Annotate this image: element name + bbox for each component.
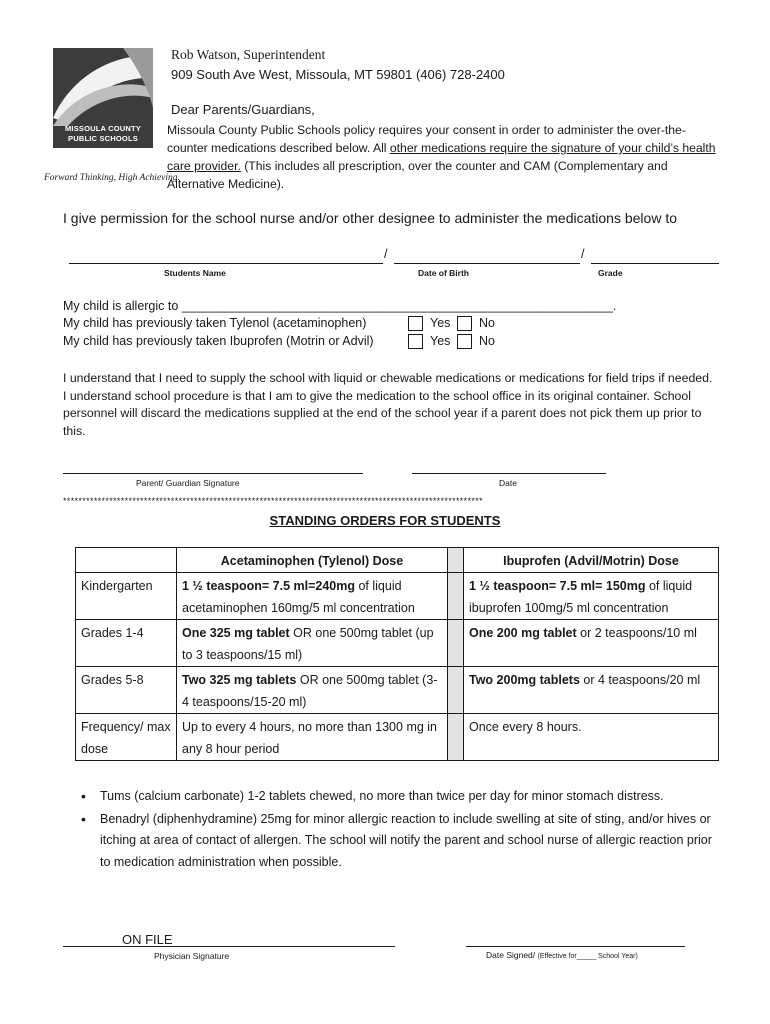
tylenol-no-checkbox[interactable] (457, 316, 472, 331)
understanding-paragraph: I understand that I need to supply the school with liquid or chewable medications or medications for field trips if needed. I understand school procedure is that I am to give the medication to the school office in its original container. School personnel will discard the medications supplied at the end of the school year if a parent does not pick them up prior to this. (63, 371, 713, 438)
table-row (76, 667, 719, 714)
standing-orders-title (0, 513, 770, 528)
standing-orders-table (75, 547, 719, 761)
date-signed-label: Date Signed/ (486, 950, 536, 960)
dose-text: or 4 teaspoons/20 ml (579, 673, 701, 687)
section-divider: ************************************************************************************************************* (63, 496, 483, 506)
table-gap (448, 573, 464, 620)
intro-text-end: (This includes all prescription, over the counter and CAM (Complementary and Alternative Medicine). (167, 159, 668, 191)
row-label: Kindergarten (76, 573, 177, 620)
district-address: 909 South Ave West, Missoula, MT 59801 (406) 728-2400 (171, 67, 505, 82)
ibuprofen-yes-checkbox[interactable] (408, 334, 423, 349)
grade-label: Grade (598, 268, 623, 278)
dose-text: of liquid ibuprofen 100mg/5 ml concentration (469, 579, 693, 615)
dose-text: Up to every 4 hours, no more than 1300 mg in any 8 hour period (182, 720, 438, 756)
tylenol-yes-label: Yes (430, 316, 451, 330)
intro-text-start: Missoula County Public Schools policy requires your consent in order to administer the over-the-counter medications described below. All (167, 123, 686, 155)
ibuprofen-dose (464, 573, 719, 620)
ibuprofen-question: My child has previously taken Ibuprofen (Motrin or Advil) (63, 334, 374, 348)
ibuprofen-no-checkbox[interactable] (457, 334, 472, 349)
student-name-field[interactable] (69, 248, 383, 264)
row-label: Grades 1-4 (76, 620, 177, 667)
list-item: • Tums (calcium carbonate) 1-2 tablets chewed, no more than twice per day for minor stomach distress. (100, 786, 720, 808)
effective-note: (Effective for_____ School Year) (537, 953, 638, 960)
dose-bold: One 200 mg tablet (469, 626, 577, 640)
row-label: Grades 5-8 (76, 667, 177, 714)
table-header-row (76, 548, 719, 573)
tylenol-yes-checkbox[interactable] (408, 316, 423, 331)
tylenol-no-label: No (479, 316, 495, 330)
list-item: • Benadryl (diphenhydramine) 25mg for minor allergic reaction to include swelling at site of sting, and/or hives or itching at area of contact of allergen. The school will notify the parent and school nurse of allergic reaction prior to medication administration when possible. (100, 809, 720, 874)
acetaminophen-dose (177, 667, 448, 714)
table-gap (448, 620, 464, 667)
intro-text-underlined: other medications require the signature of your child’s health care provider. (167, 141, 716, 173)
allergy-blank-field[interactable]: ______________________________________________________________. (181, 299, 617, 313)
table-row (76, 573, 719, 620)
parent-signature-field[interactable] (63, 456, 363, 474)
logo-line-1: MISSOULA COUNTY (64, 124, 142, 133)
allergy-prefix: My child is allergic to (63, 299, 179, 313)
dose-bold: Two 325 mg tablets (182, 673, 297, 687)
dose-text: of liquid acetaminophen 160mg/5 ml concentration (182, 579, 415, 615)
table-row (76, 714, 719, 761)
ibuprofen-dose (464, 714, 719, 761)
tylenol-question: My child has previously taken Tylenol (acetaminophen) (63, 316, 367, 330)
greeting: Dear Parents/Guardians, (171, 102, 315, 117)
dose-bold: One 325 mg tablet (182, 626, 290, 640)
logo-line-2: PUBLIC SCHOOLS (68, 134, 138, 143)
table-row (76, 620, 719, 667)
ibuprofen-dose (464, 667, 719, 714)
physician-signature-field[interactable] (63, 930, 395, 947)
acetaminophen-dose (177, 573, 448, 620)
ibuprofen-dose (464, 620, 719, 667)
table-gap (448, 714, 464, 761)
on-file-text: ON FILE (122, 932, 173, 947)
policy-intro (167, 121, 717, 193)
superintendent-name: Rob Watson, Superintendent (171, 47, 326, 62)
grade-field[interactable] (591, 248, 719, 264)
acetaminophen-header: Acetaminophen (Tylenol) Dose (177, 548, 448, 573)
standing-orders-title-text: STANDING ORDERS FOR STUDENTS (269, 513, 501, 528)
acetaminophen-dose (177, 620, 448, 667)
slash-1: / (384, 247, 388, 261)
dose-bold: 1 ½ teaspoon= 7.5 ml=240mg (182, 579, 355, 593)
parent-date-label: Date (499, 478, 517, 488)
date-signed-row (486, 950, 638, 960)
physician-date-field[interactable] (466, 930, 685, 947)
dose-text: OR one 500mg tablet (up to 3 teaspoons/15 ml) (182, 626, 434, 662)
dose-text: OR one 500mg tablet (3-4 teaspoons/15-20 ml) (182, 673, 438, 709)
row-label: Frequency/ max dose (76, 714, 177, 761)
logo-text (53, 124, 153, 144)
parent-date-field[interactable] (412, 456, 606, 474)
ibuprofen-no-label: No (479, 334, 495, 348)
ibuprofen-header: Ibuprofen (Advil/Motrin) Dose (464, 548, 719, 573)
medication-notes-list (100, 786, 720, 874)
date-of-birth-label: Date of Birth (418, 268, 469, 278)
dose-bold: 1 ½ teaspoon= 7.5 ml= 150mg (469, 579, 646, 593)
date-of-birth-field[interactable] (394, 248, 580, 264)
slash-2: / (581, 247, 585, 261)
table-gap (448, 667, 464, 714)
table-header-blank (76, 548, 177, 573)
dose-text: Once every 8 hours. (469, 720, 582, 734)
acetaminophen-dose (177, 714, 448, 761)
parent-signature-label: Parent/ Guardian Signature (136, 478, 240, 488)
table-gap (448, 548, 464, 573)
physician-signature-label: Physician Signature (154, 951, 230, 961)
dose-text: or 2 teaspoons/10 ml (576, 626, 697, 640)
student-name-label: Students Name (164, 268, 226, 278)
dose-bold: Two 200mg tablets (469, 673, 580, 687)
logo-tagline: Forward Thinking, High Achieving. (44, 173, 180, 183)
ibuprofen-yes-label: Yes (430, 334, 451, 348)
permission-statement: I give permission for the school nurse and/or other designee to administer the medications below to (63, 210, 678, 226)
allergy-row (63, 299, 616, 313)
